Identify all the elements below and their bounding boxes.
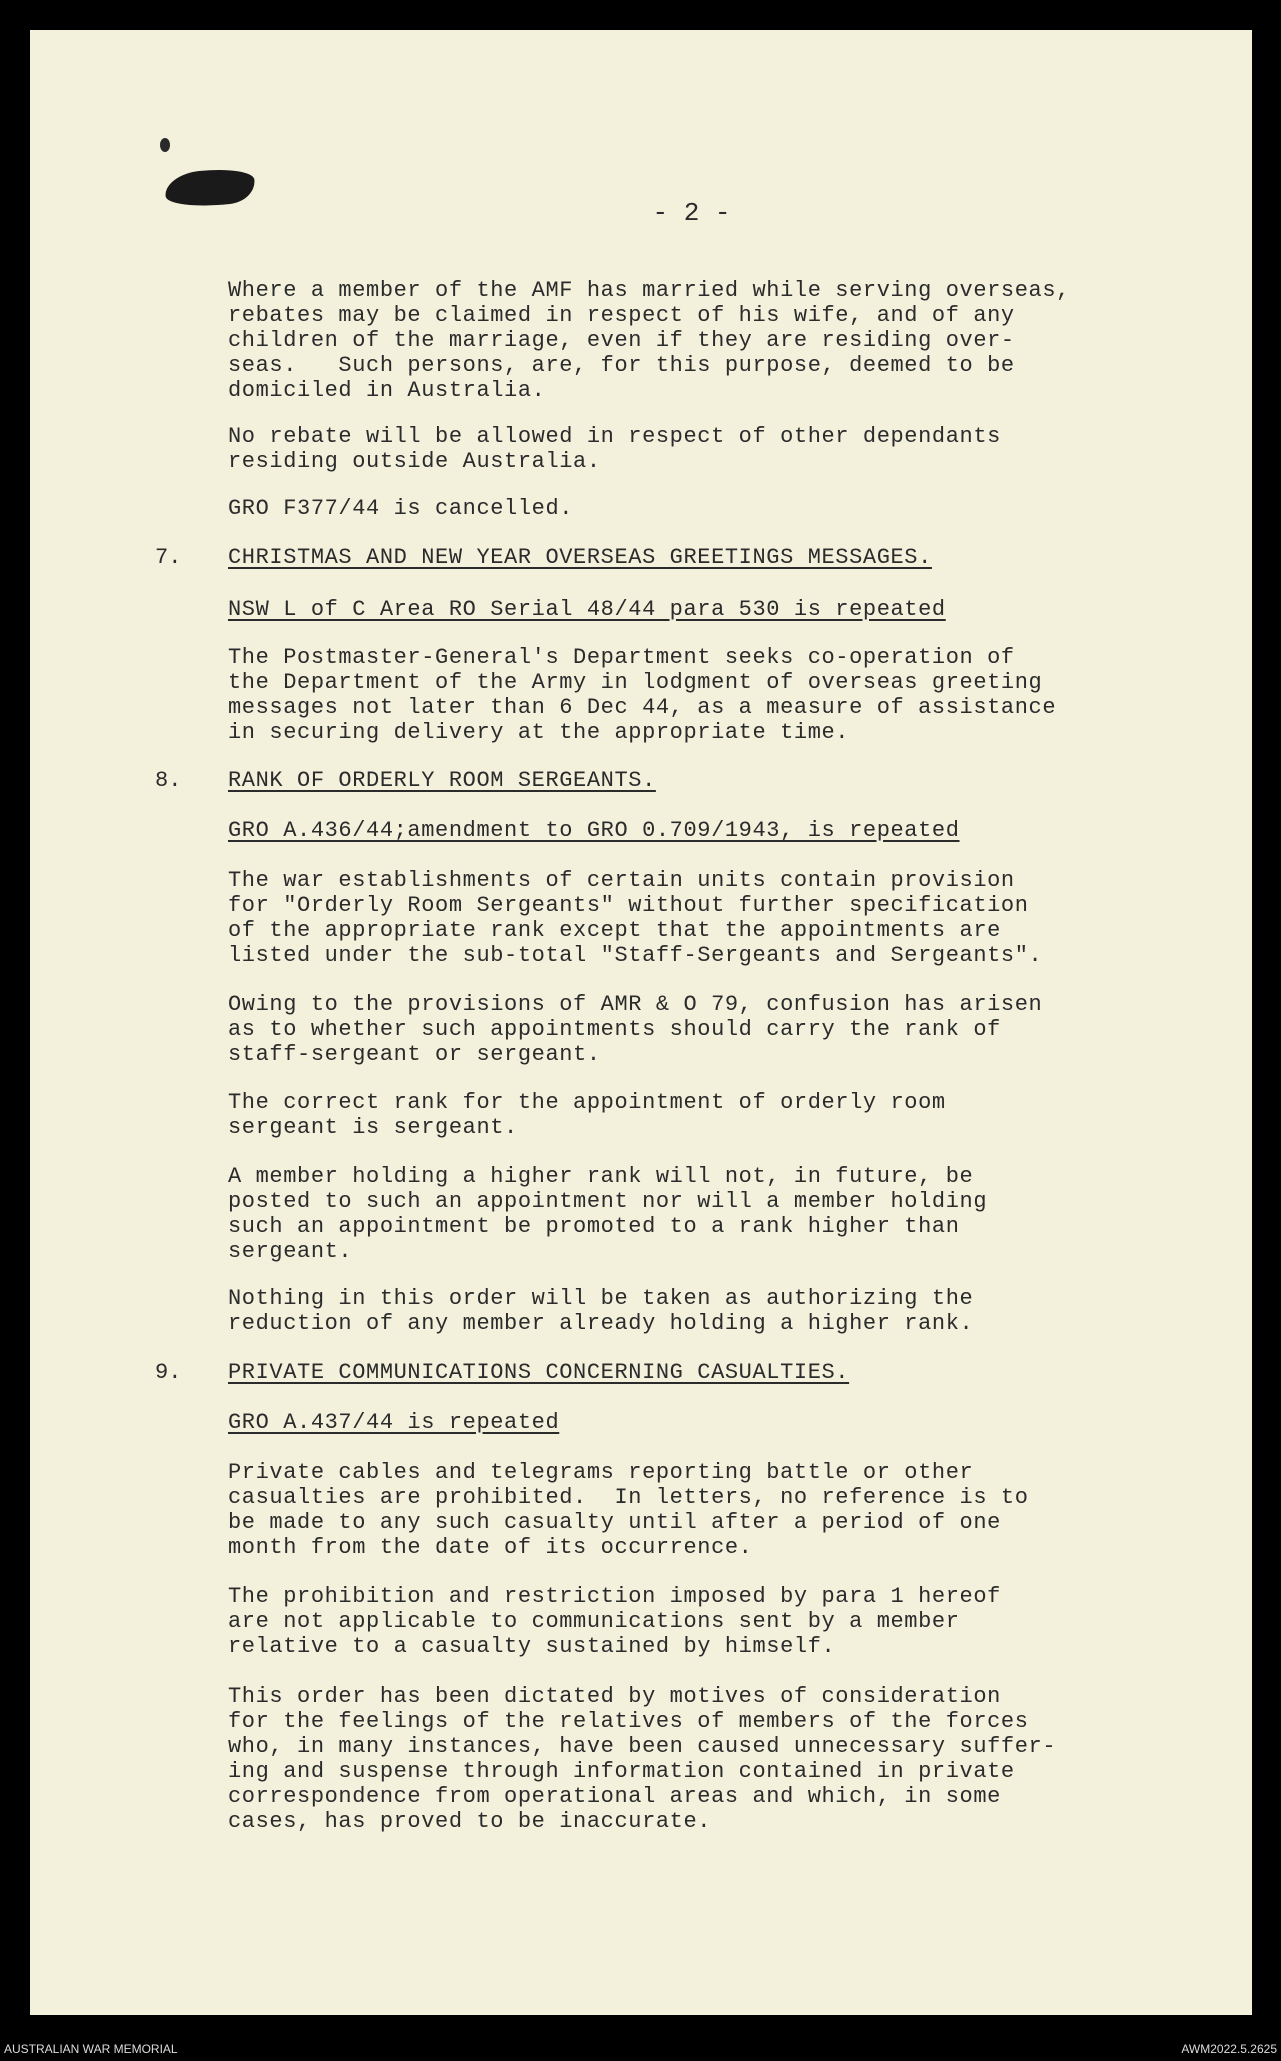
ink-stain	[160, 138, 170, 152]
item-number: 9.	[155, 1360, 182, 1385]
page-number: - 2 -	[652, 198, 731, 228]
footer-archive-name: AUSTRALIAN WAR MEMORIAL	[4, 2042, 178, 2056]
paragraph-cancelled: GRO F377/44 is cancelled.	[228, 496, 574, 521]
paragraph: The war establishments of certain units contain provision for "Orderly Room Sergeants" without further specification of the appropriate rank except that the appointments are listed under the sub-total "Staff-Sergeants and Sergeants".	[228, 868, 1043, 968]
paragraph-wife-rebate: Where a member of the AMF has married while serving overseas, rebates may be claimed in respect of his wife, and of any children of the marriage, even if they are residing over- seas. Such persons, are, for this purpose, deemed to be domiciled in Australia.	[228, 278, 1070, 403]
item-reference: GRO A.436/44;amendment to GRO 0.709/1943, is repeated	[228, 818, 960, 843]
paragraph: The Postmaster-General's Department seeks co-operation of the Department of the Army in lodgment of overseas greeting messages not later than 6 Dec 44, as a measure of assistance in securing delivery at the appropriate time.	[228, 645, 1057, 745]
item-number: 8.	[155, 768, 182, 793]
paragraph: A member holding a higher rank will not, in future, be posted to such an appointment nor will a member holding such an appointment be promoted to a rank higher than sergeant.	[228, 1164, 988, 1264]
item-heading: CHRISTMAS AND NEW YEAR OVERSEAS GREETINGS MESSAGES.	[228, 545, 932, 570]
paragraph-dependants: No rebate will be allowed in respect of other dependants residing outside Australia.	[228, 424, 1001, 474]
item-heading: PRIVATE COMMUNICATIONS CONCERNING CASUALTIES.	[228, 1360, 850, 1385]
paragraph: Nothing in this order will be taken as authorizing the reduction of any member already holding a higher rank.	[228, 1286, 974, 1336]
footer-archive-id: AWM2022.5.2625	[1181, 2042, 1277, 2056]
item-heading: RANK OF ORDERLY ROOM SERGEANTS.	[228, 768, 656, 793]
paragraph: This order has been dictated by motives of consideration for the feelings of the relatives of members of the forces who, in many instances, have been caused unnecessary suffer- ing and suspense through information contained in private correspondence from operational areas and which, in some cases, has proved to be inaccurate.	[228, 1684, 1057, 1834]
paragraph: The prohibition and restriction imposed by para 1 hereof are not applicable to communications sent by a member relative to a casualty sustained by himself.	[228, 1584, 1001, 1659]
paragraph: The correct rank for the appointment of orderly room sergeant is sergeant.	[228, 1090, 946, 1140]
paragraph: Owing to the provisions of AMR & O 79, confusion has arisen as to whether such appointments should carry the rank of staff-sergeant or sergeant.	[228, 992, 1043, 1067]
item-reference: GRO A.437/44 is repeated	[228, 1410, 560, 1435]
item-number: 7.	[155, 545, 182, 570]
item-reference: NSW L of C Area RO Serial 48/44 para 530 is repeated	[228, 597, 946, 622]
paragraph: Private cables and telegrams reporting battle or other casualties are prohibited. In letters, no reference is to be made to any such casualty until after a period of one month from the date of its occurrence.	[228, 1460, 1029, 1560]
